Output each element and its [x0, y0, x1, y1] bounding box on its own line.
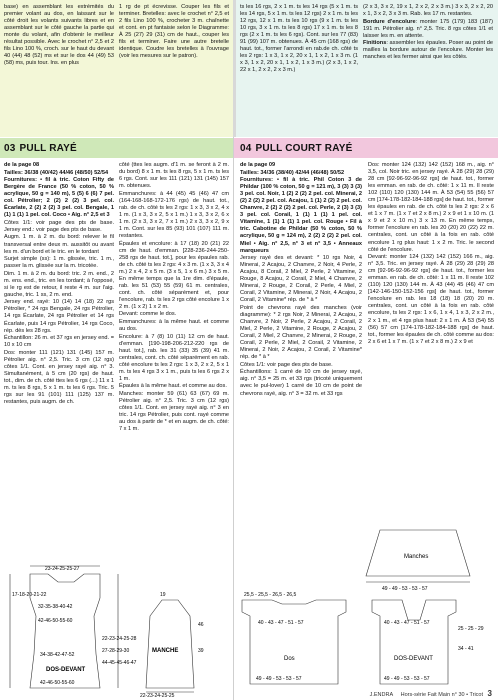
- top-col-1-text: base) en assemblant les extrémités du premier volant au dos, en laissant sur le côté droit les volants suivants libres et en assemblant sur le côté gauche la partie qui monte du volant, afin d'obtenir le meilleur résultat possible. Avec le crochet n° 2,5 et 2 fils Lino 100 %, croch. sur le haut du devant 40 (44) 48 (52) ms et sur le dos 44 (49) 53 (58) ms, puis tour. Ins. en plus: [4, 4, 114, 67]
- p03c2-para: Devant: comme le dos.: [119, 311, 177, 318]
- p04c1-para: Côtes 1/1: voir page des pts de base.: [240, 361, 333, 368]
- top-col-4: [363, 4, 493, 62]
- top-col-2: [119, 4, 229, 61]
- top-col-4-text-a: (2 x 3, 3 x 2, 19 x 1, 2 x 2, 2 x 3 m.) 3 x 3, 2 x 2, 20 x 1, 3 x 2, 3 x 3 m. Rab. les 17 m. restantes.: [363, 4, 493, 18]
- p03c1-para: de la page 08: [4, 162, 40, 168]
- diag03-dos-label: DOS-DEVANT: [46, 667, 86, 673]
- diag04-m-dos-w: 40 - 43 - 47 - 51 - 57: [258, 620, 304, 626]
- p04c1-para: Fournitures: • fil à tric. Phil Coton 3 de Phildar (100 % coton, 50 g = 121 m), 3 (3) 3 (3) 3 pel. col. Noir, 1 (2) 2 (2) 2 pel. col. Minerai, 2 (2) 2 (2) 2 pel. col. Acajou, 1 (1) 2 (2) 2 pel. col. Chanvre, 2 (2) 2 (2) 2 pel. col. Perle, 2 (3) 3 (3) 3 pel. col. Corail, 1 (1) 1 (1) 1 pel. col. Vitamine, 1 (1) 1 (1) 1 pel. col. Rouge • Fil à tric. Cabotine de Phildar (50 % coton, 50 % acrylique, 50 g = 124 m), 2 (2) 2 (2) 2 pel. col. Miel • Aig. n° 2,5, n° 3 et n° 3,5 • Anneaux marqueurs: [240, 177, 362, 254]
- diag04-manches-label: Manches: [404, 554, 429, 560]
- section-04-title: PULL COURT RAYÉ: [255, 142, 353, 154]
- p03c2-para: Épaules à la même haut. et comme au dos.: [119, 383, 227, 390]
- pattern-04-col-1: [240, 162, 362, 398]
- p04c2-para: Dos: monter 124 (132) 142 (152) 168 m., aig. n° 3,5, col. Noir tric. en jersey rayé. À 28 (29) 28 (29) 28 cm [92-96-92-96-92 rgs] de haut. tot., former les emman. en rab. de ch. côté: 1 x 11 m. Il reste 102 (110) 120 (130) 144 m. À 53 (54) 55 (56) 57 cm [174-178-182-184-188 rgs] de haut. tot., former les épaules en rab. de ch. côté ts les 2 rgs: 2 x 6 et 1 x 7 m. (1 x 7 et 2 x 8 m.) 2 x 9 et 1 x 10 m. (1 x 9 et 2 x 10 m.) 3 x 13 m. En même temps, former l'encolure en rab. les 20 (20) 20 (22) 22 m. centrales, cont. un côté à la fois en rab. côté encolure 1 rg plus haut: 1 x 2 m. Tric. le second côté de l'encolure.: [368, 162, 494, 253]
- diag03-m-top: 23-24-25-25-27: [45, 566, 80, 572]
- top-col-1: [4, 4, 114, 68]
- p03c1-para: Surjet simple (ss): 1 m. glissée, tric. 1 m., passer la m. glissée sur la m. tricotée.: [4, 256, 114, 270]
- diag04-m-sl-b: 49 - 49 - 53 - 53 - 57: [382, 586, 428, 592]
- diag03-sl-bottom: 22-23-24-25-25: [140, 693, 175, 698]
- diag04-m-shoulder: 25,5 - 25,5 - 26,5 - 26,5: [244, 592, 297, 598]
- diag03-m-h: 44-45-45-46-47: [102, 660, 137, 666]
- p03c1-para: Jersey end. rayé: 10 (14) 14 (18) 22 rgs Pétrolier, * 24 rgs Bengale, 24 rgs Pétrolier, 14 rgs Écarlate, 24 rgs Pétrolier et 14 rgs Écarlate, puis 14 rgs Pétrolier, 14 rgs Coco, rép. dès les 28 rgs.: [4, 299, 114, 334]
- diag03-m-c: 42-46-50-55-60: [38, 618, 73, 624]
- footer-signature: J.ENDRA: [369, 692, 394, 698]
- band-divider: [233, 0, 236, 137]
- finitions-label: Finitions: [363, 40, 387, 47]
- diag03-m-g: 27-28-29-30: [102, 648, 130, 654]
- diag04-m-h1: 25 - 25 - 29: [458, 626, 484, 632]
- p03c2-para: Manches: monter 59 (61) 63 (67) 69 m. Pétrolier aig. n° 2,5. Tric. 3 cm (12 rgs) côtes 1/1. Cont. en jersey rayé aig. n° 3 en tric. 14 rgs Pétrolier, puis cont. rayé comme au dos à partir de * et en augm. de ch. côté: 7 x 1 m.: [119, 391, 229, 433]
- top-col-2-text: 1 rg de pt écrevisse. Couper les fils et terminer. Bretelles: avec le crochet n° 2,5 et 2 fils Lino 100 %, crocheter 3 m. chaînette et cont. en pt fantaisie selon le Diagramme: À 25 (27) 29 (31) cm de haut., couper les fils et terminer. Faire une autre bretelle identique. Coudre les bretelles à l'ouvrage (voir les mesures sur le patron).: [119, 4, 229, 60]
- diag04-m-dev-w: 40 - 43 - 47 - 51 - 57: [384, 620, 430, 626]
- p04c1-para: Jersey rayé des et devant: * 10 rgs Noir, 4 Minerai, 2 Acajou, 2 Chanvre, 2 Noir, 4 Perle, 2 Acajou, 8 Corail, 2 Miel, 2 Perle, 2 Vitamine, 2 Rouge, 8 Acajou, 2 Corail, 2 Miel, 4 Chanvre, 2 Minerai, 2 Rouge, 2 Corail, 2 Perle, 4 Miel, 2 Corail, 2 Vitamine, 2 Minerai, 2 Noir, 4 Acajou, 2 Corail, 2 Vitamine* rép. de * à *: [240, 255, 362, 304]
- footer-text: Hors-série Fait Main n° 30 • Tricot: [400, 692, 484, 698]
- pattern-03-col-2: [119, 162, 229, 434]
- bordure-label: Bordure d'encolure: [363, 18, 416, 25]
- p04c1-para: Tailles: 34/36 (38/40) 42/44 (46/48) 50/52: [240, 169, 345, 176]
- p03c1-para: Dim. 1 m. à 2 m. du bord: tric. 2 m. end., 2 m. ens. end., tric. en les tordant; à l'opposé, si le rg est de retour, il reste 4 m. sur l'aig. gauche, tric. 1 ss, 2 m. end.: [4, 270, 114, 298]
- p04c1-para: de la page 09: [240, 162, 276, 168]
- section-04-header: [234, 138, 498, 158]
- p03c1-para: Fournitures: • fil à tric. Coton Fifty de Bergère de France (50 % coton, 50 % acrylique, 50 g = 140 m), 5 (5) 6 (6) 7 pel. col. Pétrolier; 2 (2) 2 (2) 3 pel. col. Écarlate, 2 (2) 2 (2) 3 pel. col. Bengale, 1 (1) 1 (1) 1 pel. col. Coco • Aig. n° 2,5 et 3: [4, 177, 114, 219]
- top-col-3-text: ts les 16 rgs, 2 x 1 m. ts les 14 rgs (5 x 1 m. ts les 14 rgs, 5 x 1 m. ts les 12 rgs) 2 x 1 m. ts les 12 rgs, 12 x 1 m. ts les 10 rgs (9 x 1 m. ts les 10 rgs, 3 x 1 m. ts les 8 rgs) 17 x 1 m. ts les 8 rgs (2 x 1 m. ts les 6 rgs). Cont. sur les 77 (83) 91 (99) 107 m. obtenues. À 45 cm (168 rgs) de haut. tot., former l'arrondi en rab.de ch. côté ts les 2 rgs: 1 x 3, 1 x 2, 20 x 1, 1 x 2, 1 x 3 m. (1 x 3, 1 x 2, 20 x 1, 1 x 2, 1 x 3 m.) (2 x 3, 1 x 2, 22 x 1, 2 x 2, 2 x 3 m.): [240, 4, 358, 74]
- diag04-m-h2: 34 - 41: [458, 646, 474, 652]
- diag03-manche-label: MANCHE: [152, 648, 179, 654]
- diag03-sl-top: 19: [160, 592, 166, 598]
- p04c1-para: Échantillons: 1 carré de 10 cm de jersey rayé, aig. n° 3,5 = 25 m. et 33 rgs (tricoté uniquement avec le pul-lover) 1 carré de 10 cm de point de chevrons rayé, aig. n° 3 = 32 m. et 33 rgs: [240, 369, 362, 397]
- diag03-m-e: 42-46-50-55-60: [40, 680, 75, 686]
- bordure-text: : monter 175 (179) 183 (187) 191 m. Pétrolier aig. n° 2,5. Tric. 8 rgs côtes 1/1 et laisser les m. en attente.: [363, 18, 493, 39]
- pattern-03-col-1: [4, 162, 114, 407]
- diag03-m-a: 17-18-20-21-22: [12, 592, 47, 598]
- diag03-m-b: 32-35-38-40-42: [38, 604, 73, 610]
- diag03-sl-side: 39: [198, 648, 204, 654]
- section-03-title: PULL RAYÉ: [19, 142, 77, 154]
- p04c1-para: Point de chevrons rayé des manches (voir diagramme): * 2 rgs Noir, 2 Minerai, 2 Acajou, 2 Chanvre, 2 Noir, 2 Perle, 2 Acajou, 2 Corail, 2 Miel, 2 Perle, 2 Vitamine, 2 Rouge, 2 Acajou, 2 Corail, 2 Miel, 2 Chanvre, 2 Minerai, 2 Rouge, 2 Corail, 2 Perle, 2 Miel, 2 Corail, 2 Vitamine, 2 Minerai, 2 Noir, 2 Acajou, 2 Corail, 2 Vitamine* rép. de * à *: [240, 304, 362, 361]
- diag03-m-f: 22-23-24-25-28: [102, 636, 137, 642]
- pattern-03-schematic: [0, 556, 233, 698]
- p03c1-para: Dos: monter 111 (121) 131 (145) 157 m. Pétrolier aig. n° 2,5. Tric. 3 cm (12 rgs) côtes 1/1. Cont. en jersey rayé aig. n° 3. Simultanément, à 5 cm (20 rgs) de haut. tot., dim. de ch. côté ttes les 6 rgs (...) 11 x 1 m. ts les 8 rgs, 5 x 1 m. ts les 6 rgs. Tric. 5 rgs sur les 91 (101) 111 (125) 137 m. restantes, puis augm. de ch.: [4, 349, 114, 406]
- pattern-04-schematic: [234, 520, 498, 690]
- p03c2-para: Épaules et encolure: à 17 (18) 20 (21) 22 cm de haut. d'emman. [228-236-244-250-258 rgs de haut. tot.], pour les épaules rab. de ch. côté ts les 2 rgs: 4 x 3 m. (1 x 3, 3 x 4 m.) 2 x 4, 2 x 5 m. (3 x 5, 1 x 6 m.) 3 x 5 m. En même temps que la 1re dim. d'épaule, rab. les 51 (53) 55 (59) 61 m. centrales, cont. ch. côté séparément et, pour l'encolure, rab. ts les 2 rgs côté encolure 1 x 2 m. (1 x 2) 1 x 2 m.: [119, 240, 229, 310]
- pattern-04-col-2: [368, 162, 494, 346]
- p04c2-para: Devant: monter 124 (132) 142 (152) 166 m., aig. n° 3,5. Tric. en jersey rayé. À 28 (29) 28 (29) 28 cm [92-96-92-96-92 rgs] de haut. tot., former les emman. en rab. de ch. côté: 1 x 11 m. Il reste 102 (110) 120 (130) 144 m. À 43 (44) 45 (46) 47 cm [142-146-150-152-156 rgs] de haut. tot., former l'encolure en rab. les 18 (18) 18 (20) 20 m. centrales, cont. un côté à la fois en rab. côté encolure, ts les 2 rgs: 1 x 6, 1 x 4, 1 x 3, 2 x 2 m., 2 x 1 m., et 4 rgs plus haut: 2 x 1 m. À 53 (54) 55 (56) 57 cm [174-178-182-184-188 rgs] de haut. tot., former les épaules de ch. côté comme au dos: 2 x 6 et 1 x 7 m. (1 x 7 et 2 x 8 m.) 2 x 9 et: [368, 254, 494, 345]
- footer-page-number: 3: [487, 689, 492, 698]
- diag03-sl-a: 46: [198, 622, 204, 628]
- p03c2-para: Encolure: à 7 (8) 10 (11) 12 cm de haut. d'emman. [190-198-206-212-220 rgs de haut. tot.], rab. les 31 (33) 35 (39) 41 m. centrales, cont. ch. côté séparément en rab. côté encolure ts les 2 rgs: 1 x 3, 2 x 2, 5 x 1 m. ts les 4 rgs 3 x 1 m., puis ts les 6 rgs 2 x 1 m.: [119, 333, 229, 382]
- p03c2-para: Emmanchures: à la même haut. et comme au dos.: [119, 319, 229, 333]
- p03c1-para: Côtes 1/1: voir page des pts de base. Jersey end.: voir page des pts de base.: [4, 219, 114, 233]
- section-03-number: 03: [4, 142, 16, 154]
- section-03-header: [0, 138, 233, 158]
- diag04-m-dos-b: 49 - 49 - 53 - 53 - 57: [256, 676, 302, 682]
- diag04-dos-label: Dos: [284, 656, 295, 662]
- page-footer: [370, 689, 492, 698]
- top-col-3: [240, 4, 358, 75]
- finitions-text: : assembler les épaules. Poser au point de mailles la bordure autour de l'encolure. Monter les manches et les fermer ainsi que les côtés.: [363, 40, 493, 61]
- diag04-devant-label: DOS-DEVANT: [394, 656, 433, 662]
- p03c2-para: Emmanchures: à 44 (45) 45 (46) 47 cm (164-168-168-172-176 rgs) de haut. tot., rab. de ch. côté ts les 2 rgs: 1 x 3, 3 x 2, 4 x 1 m. (1 x 3, 3 x 2, 5 x 1 m.) 1 x 3, 3 x 2, 6 x 1 m. (2 x 3, 3 x 2, 7 x 1 m.) 2 x 3, 3 x 2, 9 x 1 m. Cont. sur les 85 (93) 101 (107) 111 m. restantes.: [119, 190, 229, 239]
- section-04-number: 04: [240, 142, 252, 154]
- p03c1-para: Tailles: 36/38 (40/42) 44/46 (48/50) 52/54: [4, 169, 109, 176]
- diag03-m-d: 34-38-42-47-52: [40, 652, 75, 658]
- p03c2-para: côté (ttes les augm. d'1 m. se feront à 2 m. du bord) 8 x 1 m. ts les 8 rgs, 5 x 1 m. ts les 6 rgs. Cont. sur les 111 (121) 131 (145) 157 m. obtenues.: [119, 162, 229, 190]
- p03c1-para: Échantillon: 26 m. et 37 rgs en jersey end. = 10 x 10 cm: [4, 335, 114, 349]
- p03c1-para: Augm. 1 m. à 2 m. du bord: relever le fil transversal entre deux m. aussitôt ou avant les m. d'un bord et le tric. en le tordant: [4, 234, 114, 255]
- diag04-m-dev-b: 49 - 49 - 53 - 53 - 57: [384, 676, 430, 682]
